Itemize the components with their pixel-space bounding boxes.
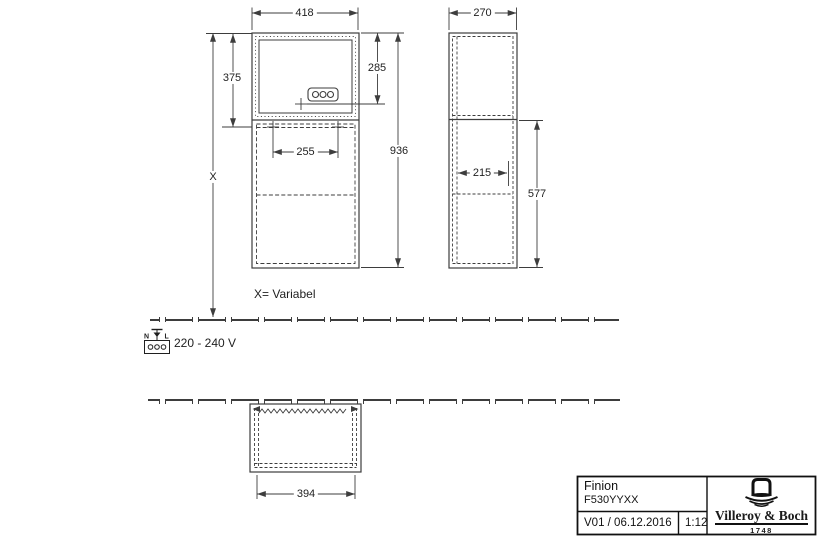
brand-name: Villeroy & Boch <box>715 509 808 526</box>
dimension-front-width-label: 418 <box>292 7 316 19</box>
left-fixing-cross-icon <box>267 121 279 133</box>
plan-view-outline <box>250 404 361 472</box>
brand-logo <box>708 477 815 535</box>
terminal-n-label: N <box>144 333 150 341</box>
zigzag-right-arrow <box>351 406 359 412</box>
earth-arrow-glyph <box>154 333 161 338</box>
socket-position-cross-icon <box>295 98 307 110</box>
side-view <box>449 33 517 268</box>
dimension-socket-height-label: 285 <box>365 62 389 74</box>
shelf-frame-dotted-texture <box>256 37 356 117</box>
wall-contact-zigzag <box>259 409 346 413</box>
brand-year: 1748 <box>750 526 773 535</box>
side-view-dimensions <box>449 8 543 268</box>
socket-outlet-icon <box>308 88 338 101</box>
right-fixing-cross-icon <box>332 121 344 133</box>
dimension-side-depth-label: 270 <box>470 7 494 19</box>
front-view-dimensions <box>206 8 404 318</box>
terminal-l-label: L <box>164 333 169 341</box>
dimension-total-height-label: 936 <box>387 145 411 157</box>
floor-hatch-upper <box>150 317 619 322</box>
variable-note: X= Variabel <box>254 287 316 301</box>
dimension-side-inner-width-label: 215 <box>470 167 494 179</box>
dimension-side-lower-height-label: 577 <box>525 188 549 200</box>
dimension-variable-height-label: X <box>206 171 219 183</box>
side-view-outline <box>449 33 517 268</box>
side-hidden-outline <box>453 37 514 264</box>
open-shelf-inner-outline <box>259 40 352 113</box>
floor-hatch-lower <box>148 399 620 404</box>
product-code: F530YYXX <box>584 494 639 506</box>
door-hidden-outline <box>257 124 356 264</box>
version-date: V01 / 06.12.2016 <box>584 517 672 529</box>
dimension-plan-width-label: 394 <box>294 488 318 500</box>
zigzag-left-arrow <box>253 406 261 412</box>
product-name: Finion <box>584 479 619 493</box>
dimension-upper-section-height-label: 375 <box>220 71 244 83</box>
dimension-fixing-pitch-label: 255 <box>293 146 317 158</box>
plan-view <box>250 404 361 472</box>
voltage-note: 220 - 240 V <box>174 336 237 350</box>
drawing-scale: 1:12 <box>685 517 708 529</box>
